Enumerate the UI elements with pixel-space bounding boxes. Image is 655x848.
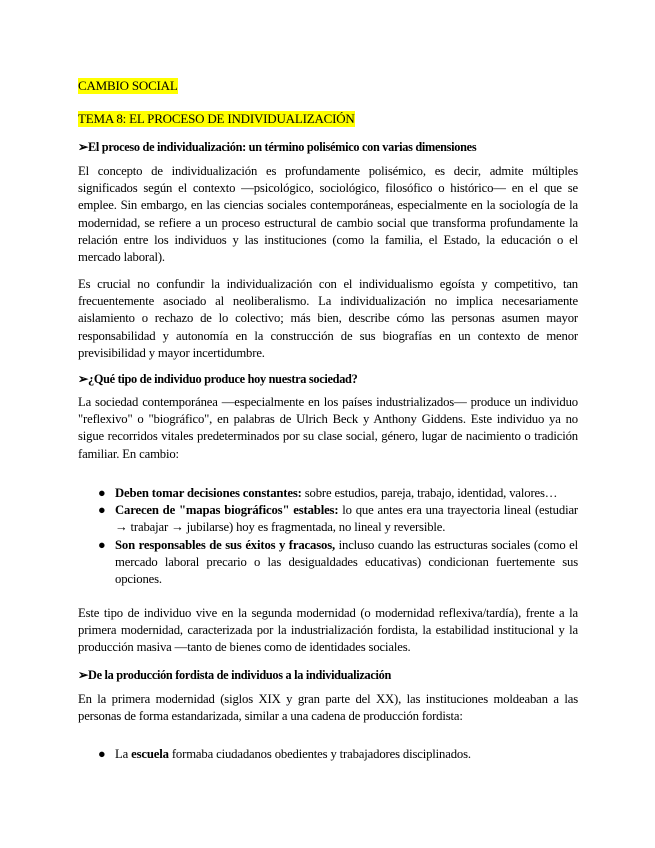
paragraph-3: La sociedad contemporánea —especialmente en los países industrializados— produce un individuo "reflexivo" o "biográfico", en palabras de Ulrich Beck y Anthony Giddens. Este individuo ya no sigue recorridos vitales predeterminados por su clase social, género, lugar de nacimiento o tradición familiar. En cambio: (78, 395, 578, 461)
section-heading-3: ➢De la producción fordista de individuos a la individualización (78, 668, 392, 682)
bullet-icon: ● (98, 747, 106, 761)
list-item-bold: Son responsables de sus éxitos y fracasos, (115, 537, 336, 552)
list-item-text: formaba ciudadanos obedientes y trabajadores disciplinados. (168, 747, 471, 761)
institutions-list (78, 746, 578, 763)
list-item-text: lo que antes era una trayectoria lineal (estudiar → trabajar → jubilarse) hoy es fragmentada, no lineal y reversible. (115, 503, 579, 535)
list-item-text: incluso cuando las estructuras sociales (como el mercado laboral precario o las desigualdades educativas) condicionan fuertemente sus opciones. (115, 537, 578, 587)
document-title-line (78, 77, 578, 95)
characteristics-list (78, 485, 578, 588)
list-item (78, 746, 578, 763)
section-heading-1: ➢El proceso de individualización: un término polisémico con varias dimensiones (78, 140, 477, 154)
bullet-icon: ● (98, 503, 106, 518)
list-item (78, 502, 578, 536)
paragraph-2: Es crucial no confundir la individualización con el individualismo egoísta y competitivo, tan frecuentemente asociado al neoliberalismo. La individualización no implica necesariamente aislamiento o rechazo de lo colectivo; más bien, describe cómo las personas asumen mayor responsabilidad y autonomía en la construcción de sus biografías en un contexto de menor previsibilidad y mayor incertidumbre. (78, 277, 578, 360)
section-heading-2: ➢¿Qué tipo de individuo produce hoy nuestra sociedad? (78, 372, 358, 386)
paragraph-4: Este tipo de individuo vive en la segunda modernidad (o modernidad reflexiva/tardía), frente a la primera modernidad, caracterizada por la industrialización fordista, la estabilidad institucional y la producción masiva —tanto de bienes como de identidades sociales. (78, 606, 578, 655)
list-item-prefix: La (115, 747, 132, 761)
list-item-text: sobre estudios, pareja, trabajo, identidad, valores… (301, 486, 558, 500)
list-item (78, 537, 578, 589)
document-title: CAMBIO SOCIAL (78, 78, 178, 93)
list-item (78, 485, 578, 502)
list-item-bold: Carecen de "mapas biográficos" estables: (115, 503, 339, 518)
paragraph-1: El concepto de individualización es profundamente polisémico, es decir, admite múltiples significados según el contexto —psicológico, sociológico, filosófico o histórico— en el que se emplee. Sin embargo, en las ciencias sociales contemporáneas, especialmente en la sociología de la modernidad, se refiere a un proceso estructural de cambio social que transforma profundamente la relación entre los individuos y las instituciones (como la familia, el Estado, la educación o el mercado laboral). (78, 164, 578, 265)
list-item-bold: Deben tomar decisiones constantes: (115, 486, 302, 500)
bullet-icon: ● (98, 537, 106, 552)
list-item-bold: escuela (131, 747, 169, 761)
topic-title-line (78, 110, 578, 128)
bullet-icon: ● (98, 486, 106, 500)
topic-title: TEMA 8: EL PROCESO DE INDIVIDUALIZACIÓN (78, 111, 355, 126)
paragraph-5: En la primera modernidad (siglos XIX y gran parte del XX), las instituciones moldeaban a las personas de forma estandarizada, similar a una cadena de producción fordista: (78, 692, 578, 724)
